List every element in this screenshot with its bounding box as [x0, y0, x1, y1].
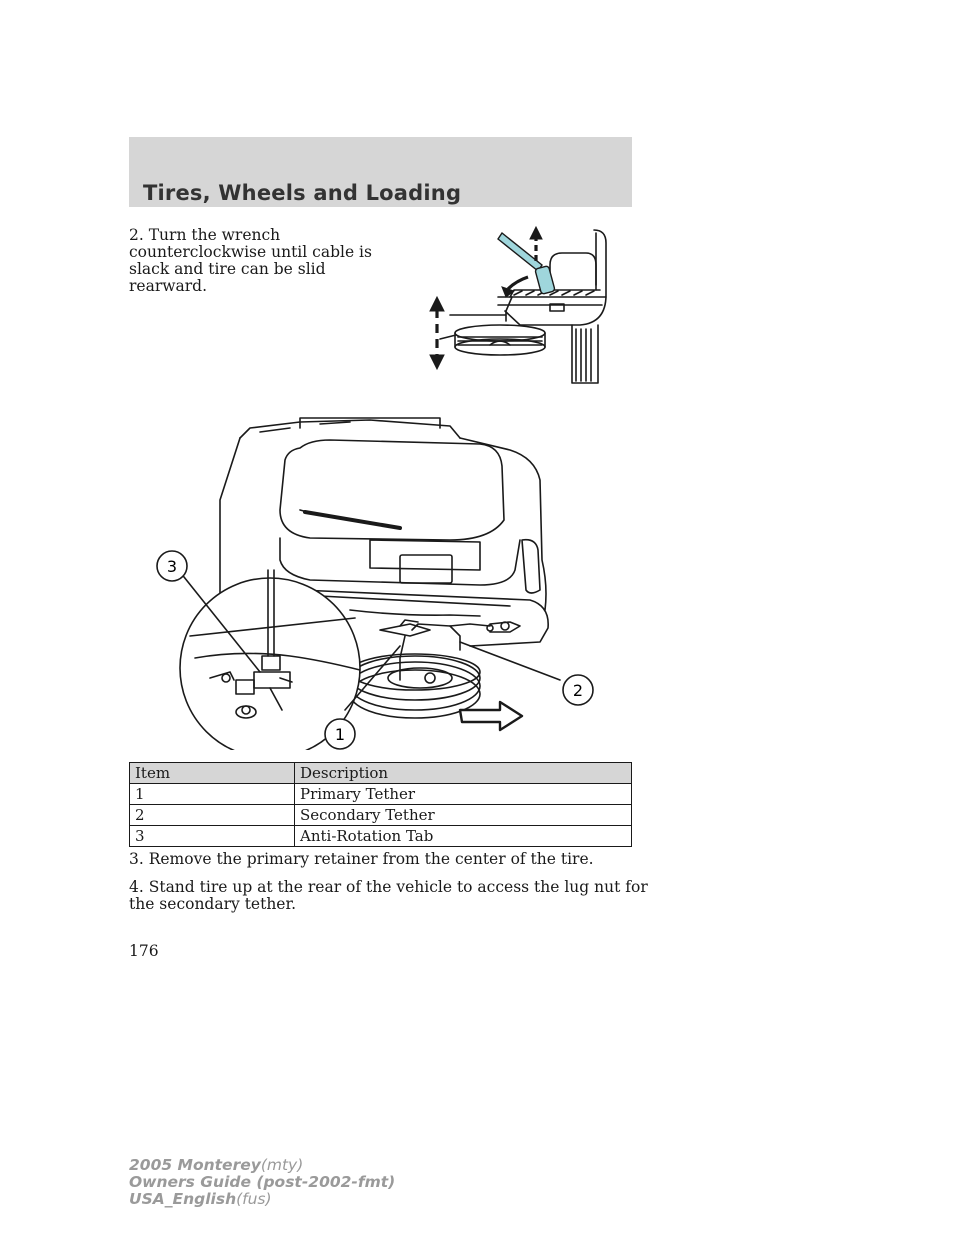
footer-model: 2005 Monterey: [129, 1156, 261, 1174]
column-header-item: Item: [130, 763, 295, 784]
callout-1: 1: [334, 725, 346, 744]
item-description-table: [129, 762, 632, 847]
spare-tire-tethers-illustration: [150, 410, 620, 750]
callout-3: 3: [166, 557, 178, 576]
page-number: 176: [129, 942, 159, 960]
step-4-text: 4. Stand tire up at the rear of the vehicle to access the lug nut for the secondary tether.: [129, 878, 648, 913]
section-title: Tires, Wheels and Loading: [143, 181, 462, 205]
section-header-band: [129, 137, 632, 207]
table-row: [130, 826, 632, 847]
table-row: [130, 805, 632, 826]
table-header-row: [130, 763, 632, 784]
step-2-text: 2. Turn the wrench counterclockwise until cable is slack and tire can be slid rearward.: [129, 226, 372, 295]
document-footer: [129, 1157, 395, 1208]
callout-2: 2: [572, 681, 584, 700]
table-cell-item: 2: [130, 805, 295, 826]
table-cell-item: 1: [130, 784, 295, 805]
table-cell-description: Secondary Tether: [295, 805, 632, 826]
table-cell-description: Primary Tether: [295, 784, 632, 805]
step-3-text: 3. Remove the primary retainer from the center of the tire.: [129, 850, 594, 868]
table-cell-description: Anti-Rotation Tab: [295, 826, 632, 847]
column-header-description: Description: [295, 763, 632, 784]
table-cell-item: 3: [130, 826, 295, 847]
footer-guide: Owners Guide (post-2002-fmt): [129, 1173, 396, 1191]
table-row: [130, 784, 632, 805]
footer-model-code: (mty): [260, 1156, 304, 1174]
wrench-turn-illustration: [410, 225, 635, 385]
footer-language-code: (fus): [236, 1190, 272, 1208]
footer-language: USA_English: [129, 1190, 237, 1208]
